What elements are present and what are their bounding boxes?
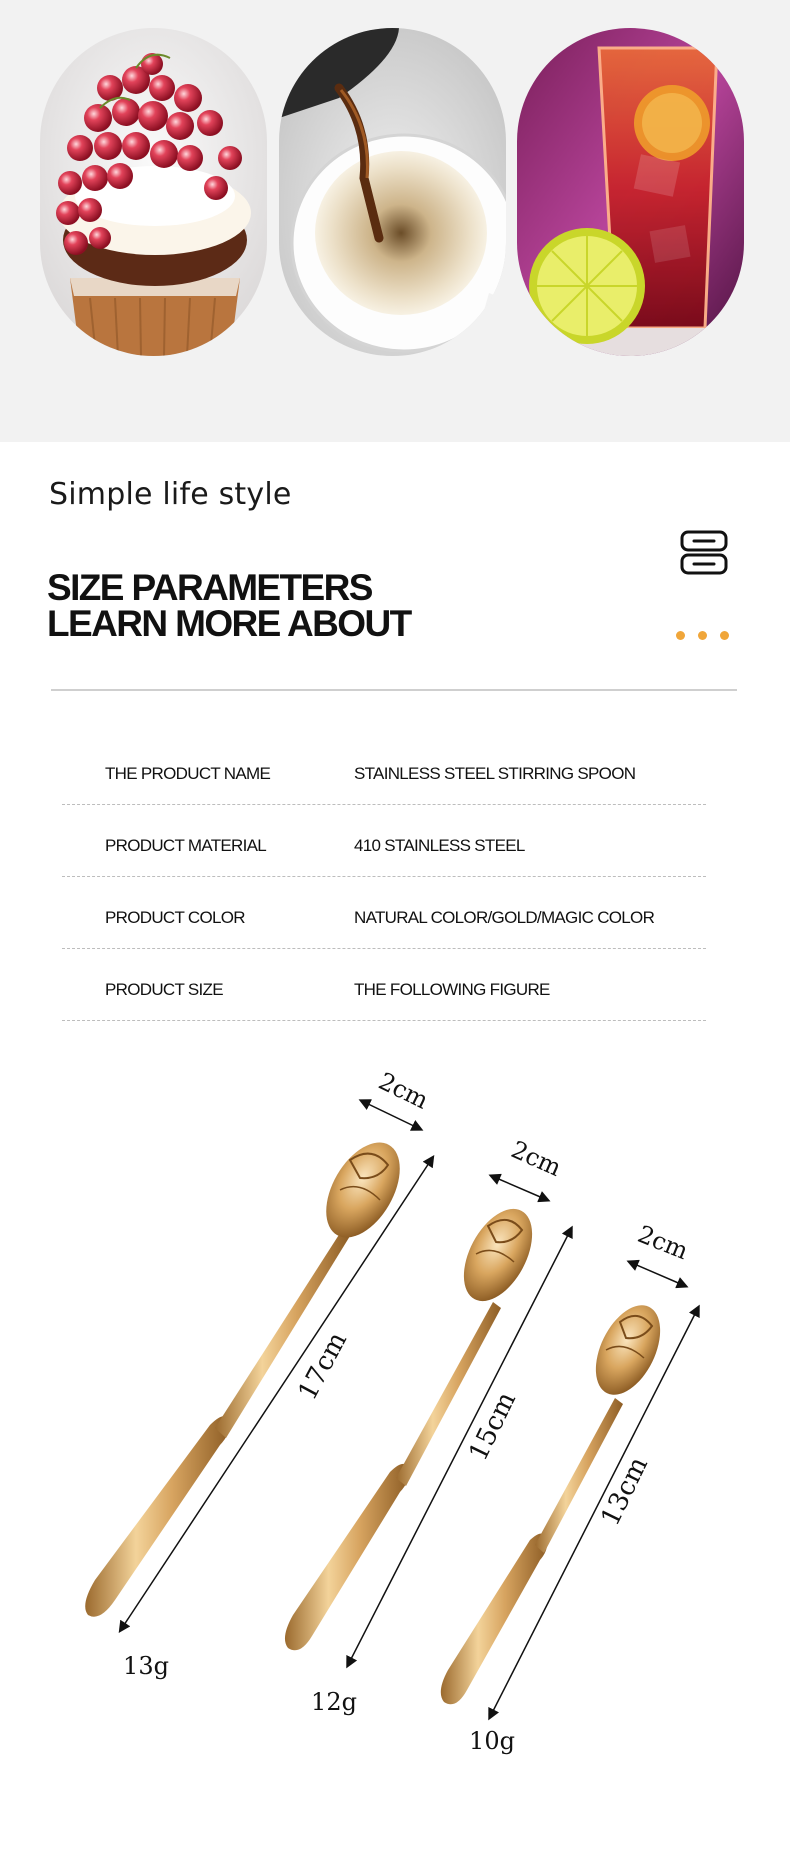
spec-label: THE PRODUCT NAME	[105, 764, 271, 783]
spec-label: PRODUCT COLOR	[105, 908, 245, 927]
spec-value: 410 STAINLESS STEEL	[354, 836, 525, 855]
spec-row	[62, 949, 706, 1021]
spec-label: PRODUCT SIZE	[105, 980, 223, 999]
title-line-1: SIZE PARAMETERS	[47, 567, 372, 608]
spoon-length-label: 15cm	[463, 1387, 523, 1466]
spec-label: PRODUCT MATERIAL	[105, 836, 267, 855]
spoon-length-label: 17cm	[292, 1327, 354, 1406]
spoon-weight-label: 13g	[123, 1652, 169, 1680]
spec-table	[62, 743, 706, 1021]
spoon-size-figure	[0, 1040, 790, 1857]
spec-row	[62, 743, 706, 805]
spec-row	[62, 805, 706, 877]
coffee-photo	[279, 28, 506, 356]
spoon-length-label: 13cm	[595, 1452, 655, 1531]
spoon-small	[441, 1295, 674, 1704]
width-arrow	[632, 1263, 683, 1285]
cupcake-photo	[40, 28, 267, 356]
spec-value: STAINLESS STEEL STIRRING SPOON	[354, 764, 636, 783]
length-arrow	[122, 1160, 431, 1628]
more-dots-icon	[675, 630, 731, 642]
tagline: Simple life style	[49, 477, 292, 512]
page-title	[47, 567, 411, 644]
spoon-width-label: 2cm	[374, 1066, 433, 1115]
spec-row	[62, 877, 706, 949]
spoon-width-label: 2cm	[507, 1135, 566, 1182]
length-arrow	[491, 1310, 697, 1715]
title-line-2: LEARN MORE ABOUT	[47, 603, 411, 644]
spoon-weight-label: 12g	[311, 1688, 357, 1716]
spec-value: NATURAL COLOR/GOLD/MAGIC COLOR	[354, 908, 655, 927]
spoon-width-label: 2cm	[633, 1219, 693, 1266]
spoon-weight-label: 10g	[469, 1727, 515, 1755]
spec-value: THE FOLLOWING FIGURE	[354, 980, 550, 999]
section-divider	[51, 689, 737, 691]
width-arrow	[494, 1177, 545, 1199]
iced-drink-photo	[517, 28, 744, 356]
menu-icon	[680, 530, 728, 575]
length-arrow	[349, 1231, 570, 1663]
